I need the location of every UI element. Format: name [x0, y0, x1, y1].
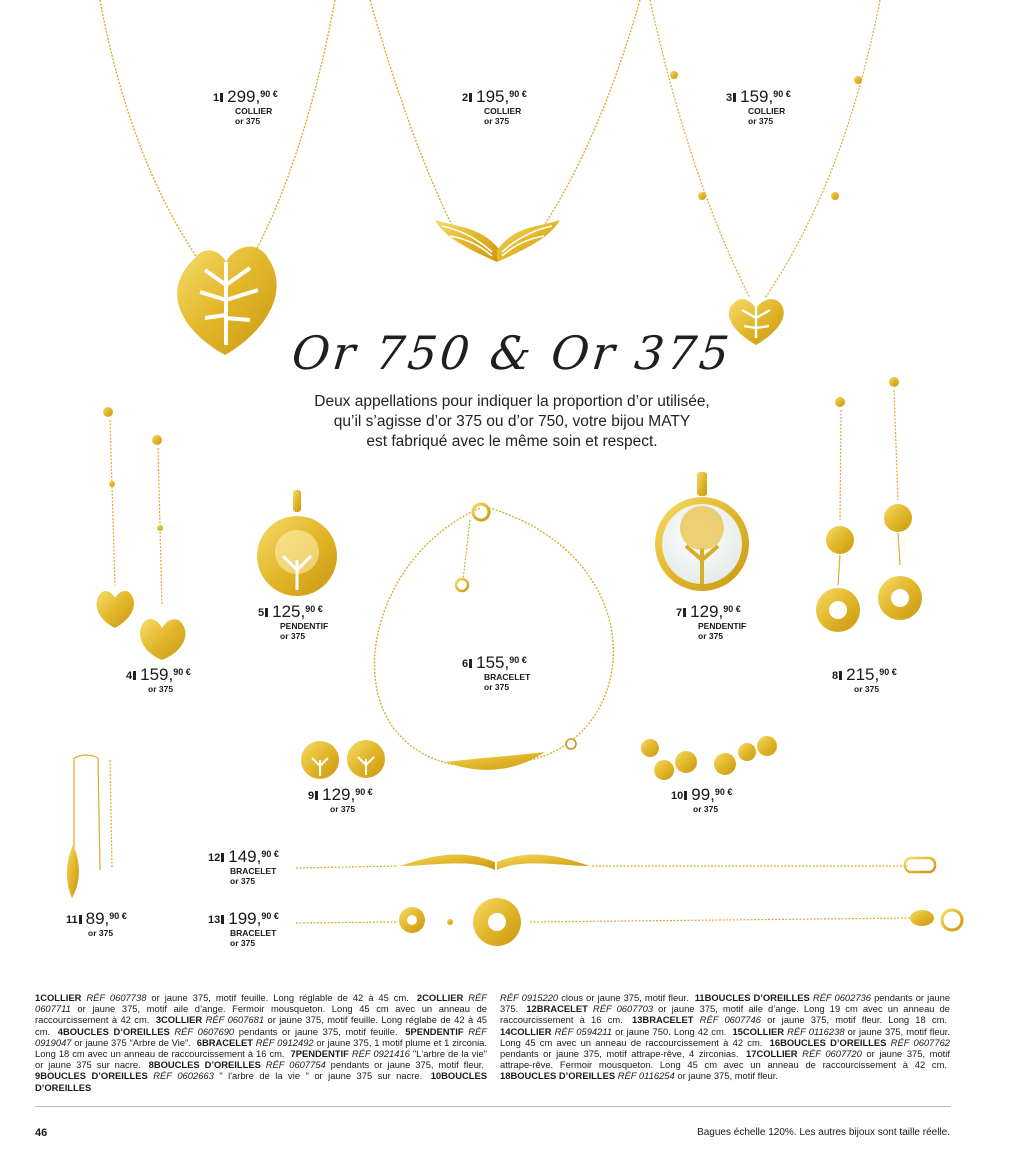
detail-item: 4BOUCLES D’OREILLES RÉF 0607690 pendants or jaune 375, motif feuille.: [57, 1025, 398, 1037]
marker-icon: [221, 915, 224, 924]
product-type: BRACELET: [230, 866, 277, 876]
detail-item: 5PENDENTIF RÉF 0919047 or jaune 375 "Arbre de Vie".: [35, 1025, 487, 1048]
intro-line-3: est fabriqué avec le même soin et respect.: [366, 433, 658, 450]
marker-icon: [220, 93, 223, 102]
detail-item: 15COLLIER RÉF 0116238 or jaune 375, motif fleur. Long 45 cm avec un anneau de raccourcissement à 42 cm.: [500, 1025, 950, 1048]
marker-icon: [79, 915, 82, 924]
price-euros: 149,: [228, 847, 262, 866]
marker-icon: [221, 853, 224, 862]
detail-item: 9BOUCLES D’OREILLES RÉF 0602663 " l'arbre de la vie " or jaune 375 sur nacre.: [35, 1070, 423, 1082]
marker-icon: [133, 671, 136, 680]
product-metal: or 375: [484, 116, 510, 126]
price-euros: 299,: [227, 87, 261, 106]
product-number: 5: [258, 607, 265, 619]
price-cents: 90 €: [355, 787, 373, 797]
price-euros: 89,: [85, 909, 110, 928]
price-cents: 90 €: [509, 655, 527, 665]
price-tag-6: [462, 654, 530, 692]
price-euros: 195,: [476, 87, 510, 106]
product-type: BRACELET: [484, 672, 531, 682]
detail-item: 13BRACELET RÉF 0607746 or jaune 375, motif fleur. Long 18 cm.: [631, 1014, 948, 1026]
price-euros: 199,: [228, 909, 262, 928]
product-metal: or 375: [698, 631, 724, 641]
price-cents: 90 €: [714, 787, 733, 797]
detail-item: 10BOUCLES D’OREILLES: [35, 1070, 487, 1093]
bracelet-6-feather: [374, 504, 613, 770]
price-cents: 90 €: [261, 849, 279, 859]
page-number: 46: [35, 1127, 48, 1139]
marker-icon: [469, 93, 472, 102]
scale-note: Bagues échelle 120%. Les autres bijoux sont taille réelle.: [697, 1127, 950, 1138]
bracelet-12-wings: [296, 854, 935, 872]
product-number: 2: [462, 92, 469, 104]
product-metal: or 375: [148, 684, 174, 694]
product-type: PENDENTIF: [280, 621, 329, 631]
price-tag-10: [671, 786, 732, 814]
price-cents: 90 €: [879, 667, 897, 677]
marker-icon: [315, 791, 318, 800]
detail-item: 17COLLIER RÉF 0607720 or jaune 375, motif attrape-rêve. Fermoir mousqueton. Long 45 cm avec un anneau de raccourcissement à 42 cm.: [500, 1048, 950, 1071]
product-metal: or 375: [230, 876, 256, 886]
product-type: COLLIER: [235, 106, 273, 116]
price-tag-2: [462, 88, 527, 126]
product-metal: or 375: [235, 116, 261, 126]
product-metal: or 375: [748, 116, 774, 126]
intro-line-1: Deux appellations pour indiquer la proportion d’or utilisée,: [314, 393, 710, 410]
product-number: 3: [726, 92, 733, 104]
price-euros: 155,: [476, 653, 510, 672]
price-cents: 90 €: [305, 604, 323, 614]
intro-line-2: qu’il s’agisse d’or 375 ou d’or 750, votre bijou MATY: [333, 413, 691, 430]
product-type: PENDENTIF: [698, 621, 747, 631]
detail-item: 18BOUCLES D’OREILLES RÉF 0116254 or jaune 375, motif fleur.: [500, 1070, 778, 1082]
product-number: 12: [208, 852, 221, 864]
price-cents: 90 €: [261, 911, 279, 921]
product-number: 1: [213, 92, 220, 104]
price-tag-12: [208, 848, 279, 886]
detail-item: 12BRACELET RÉF 0607703 or jaune 375, motif aile d’ange. Long 19 cm avec un anneau de raccourcissement à 16 cm.: [500, 1003, 951, 1026]
price-tag-8: [832, 666, 897, 694]
price-euros: 159,: [140, 665, 174, 684]
price-tag-5: [258, 603, 328, 641]
product-number: 10: [671, 790, 684, 802]
marker-icon: [683, 608, 686, 617]
price-euros: 125,: [272, 602, 306, 621]
product-metal: or 375: [693, 804, 719, 814]
marker-icon: [839, 671, 842, 680]
price-cents: 90 €: [509, 89, 527, 99]
product-number: 9: [308, 790, 315, 802]
earrings-8-flower: [816, 377, 922, 632]
detail-item: 7PENDENTIF RÉF 0921416 "L'arbre de la vie" or jaune 375 sur nacre.: [35, 1048, 487, 1071]
price-cents: 90 €: [260, 89, 278, 99]
page-title: Or 750 & Or 375: [289, 326, 735, 380]
detail-item: 11BOUCLES D’OREILLES RÉF 0602736 pendants or jaune 375.: [500, 992, 951, 1015]
product-type: BRACELET: [230, 928, 277, 938]
price-tag-9: [308, 786, 373, 814]
marker-icon: [469, 659, 472, 668]
product-metal: or 375: [88, 928, 114, 938]
price-tag-11: [66, 910, 127, 938]
earrings-11-threader: [67, 755, 112, 898]
price-cents: 90 €: [723, 604, 741, 614]
product-number: 8: [832, 670, 839, 682]
detail-item: 6BRACELET RÉF 0912492 or jaune 375, 1 motif plume et 1 zirconia. Long 18 cm avec un anneau de raccourcissement à 16 cm.: [35, 1036, 487, 1060]
price-euros: 129,: [690, 602, 724, 621]
detail-item: 2COLLIER RÉF 0607711 or jaune 375, motif aile d’ange. Fermoir mousqueton. Long 45 cm avec un anneau de raccourcissement à 42 cm.: [35, 992, 488, 1026]
price-cents: 90 €: [109, 911, 127, 921]
price-euros: 99,: [691, 785, 715, 804]
product-metal: or 375: [330, 804, 356, 814]
pendant-7-tree-nacre: [655, 472, 749, 591]
price-cents: 90 €: [173, 667, 191, 677]
marker-icon: [684, 791, 687, 800]
price-cents: 90 €: [773, 89, 791, 99]
intro-text: [262, 392, 762, 452]
product-details-left: [35, 992, 487, 1093]
product-number: 4: [126, 670, 133, 682]
product-number: 7: [676, 607, 683, 619]
detail-item: 3COLLIER RÉF 0607681 or jaune 375, motif feuille. Long réglabe de 42 à 45 cm.: [35, 1014, 488, 1037]
necklace-1-leaf: [100, 0, 335, 355]
product-metal: or 375: [230, 938, 256, 948]
product-number: 11: [66, 914, 78, 926]
necklace-3-small-leaf: [650, 0, 880, 345]
product-number: 6: [462, 658, 469, 670]
earrings-9-tree-studs: [301, 740, 385, 779]
detail-item: 1COLLIER RÉF 0607738 or jaune 375, motif feuille. Long réglable de 42 à 45 cm.: [35, 992, 409, 1003]
pendant-5-tree-of-life: [257, 490, 337, 596]
product-metal: or 375: [280, 631, 306, 641]
product-type: COLLIER: [748, 106, 786, 116]
bracelet-13-flowers: [296, 898, 962, 946]
price-tag-13: [208, 910, 279, 948]
price-euros: 159,: [740, 87, 774, 106]
product-metal: or 375: [484, 682, 510, 692]
detail-item: 14COLLIER RÉF 0594211 or jaune 750. Long 42 cm.: [500, 1025, 727, 1037]
price-tag-3: [726, 88, 791, 126]
marker-icon: [733, 93, 736, 102]
product-number: 13: [208, 914, 221, 926]
price-euros: 129,: [322, 785, 356, 804]
necklace-2-wings: [370, 0, 640, 262]
marker-icon: [265, 608, 268, 617]
price-tag-4: [126, 666, 191, 694]
detail-item: 8BOUCLES D’OREILLES RÉF 0607754 pendants or jaune 375, motif fleur.: [148, 1059, 484, 1071]
detail-item: 16BOUCLES D’OREILLES RÉF 0607762 pendants or jaune 375, motif attrape-rêve, 4 zirconias.: [500, 1036, 950, 1060]
earrings-10-flower-studs: [641, 736, 777, 780]
product-type: COLLIER: [484, 106, 522, 116]
price-tag-1: [213, 88, 278, 126]
footer-divider: [35, 1106, 951, 1107]
detail-item: RÉF 0915220 clous or jaune 375, motif fleur.: [500, 992, 689, 1003]
earrings-4-leaf: [96, 407, 185, 660]
price-tag-7: [676, 603, 746, 641]
product-metal: or 375: [854, 684, 880, 694]
product-details-right: [500, 992, 950, 1082]
price-euros: 215,: [846, 665, 880, 684]
